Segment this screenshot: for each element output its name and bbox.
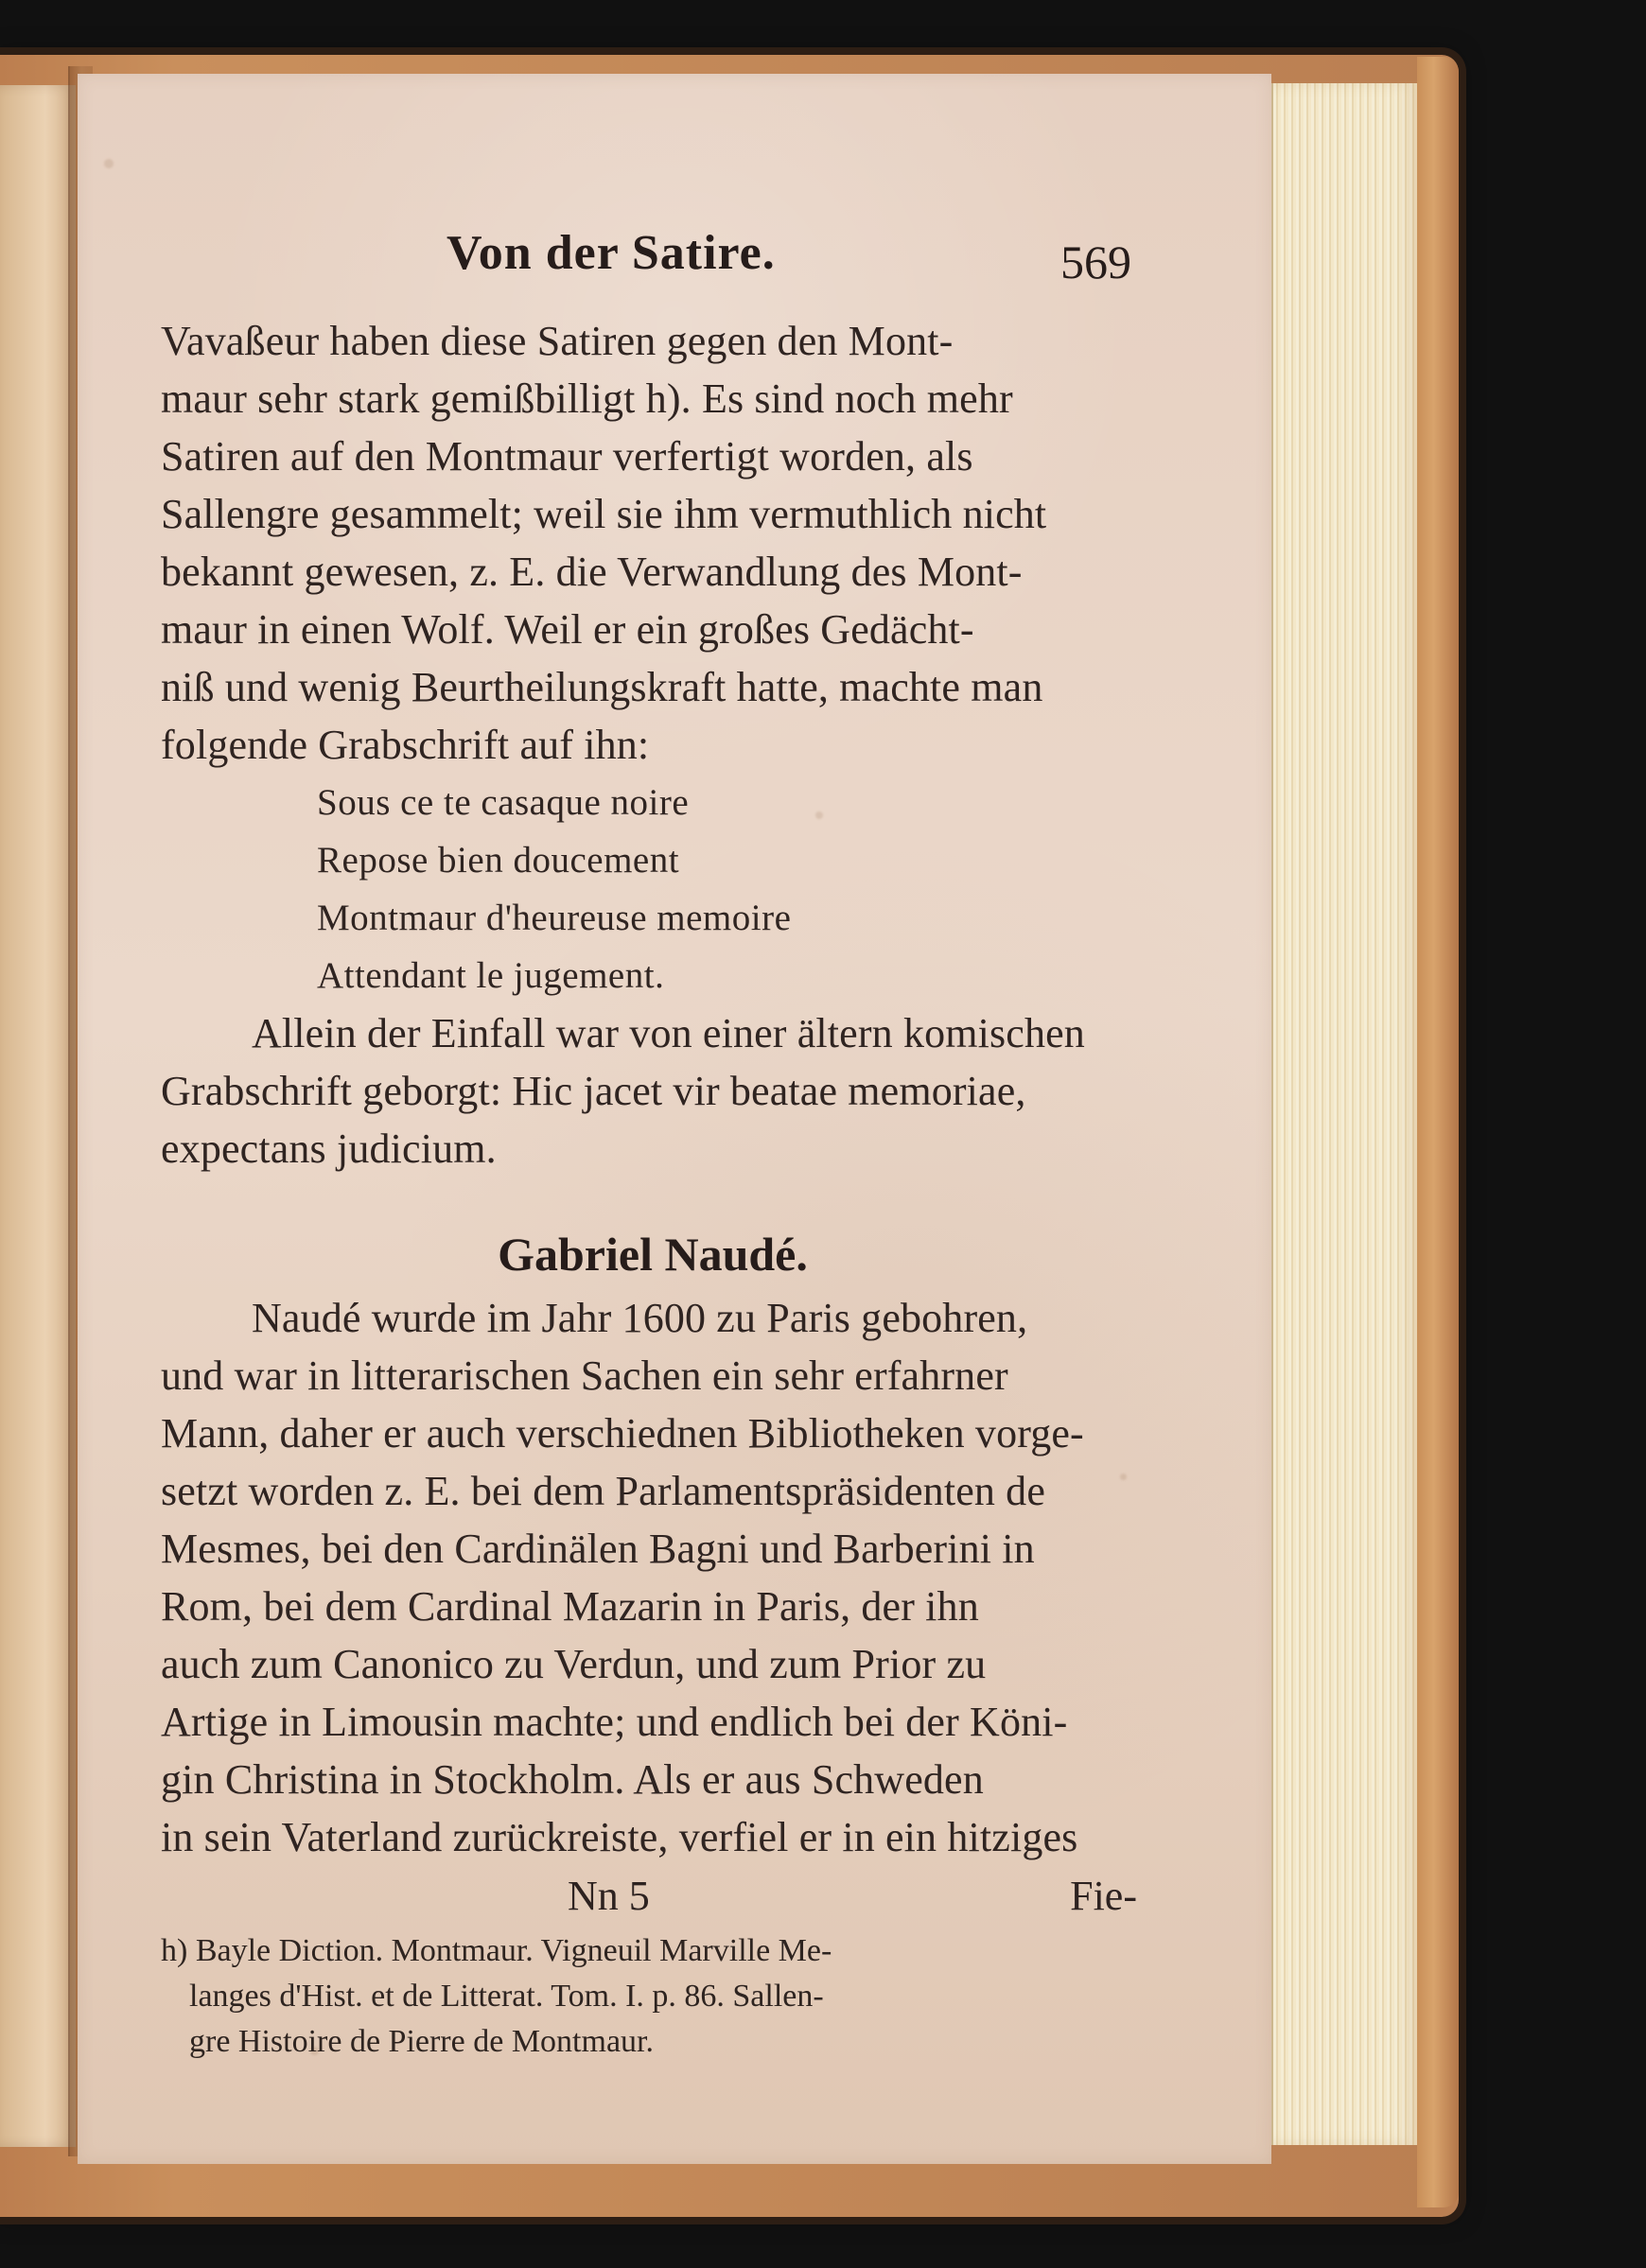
text-line: bekannt gewesen, z. E. die Verwandlung des Mont- <box>161 549 1023 595</box>
footnote-line: gre Histoire de Pierre de Montmaur. <box>189 2024 654 2059</box>
text-line: niß und wenig Beurtheilungskraft hatte, machte man <box>161 664 1043 710</box>
footnote-line: h) Bayle Diction. Montmaur. Vigneuil Marville Me- <box>161 1933 832 1968</box>
verse-line: Sous ce te casaque noire <box>317 782 690 823</box>
verse-line: Repose bien doucement <box>317 840 680 881</box>
text-line: in sein Vaterland zurückreiste, verfiel er in ein hitziges <box>161 1814 1078 1860</box>
text-line: Rom, bei dem Cardinal Mazarin in Paris, der ihn <box>161 1583 979 1630</box>
text-line: Grabschrift geborgt: Hic jacet vir beatae memoriae, <box>161 1068 1026 1114</box>
text-line: Sallengre gesammelt; weil sie ihm vermuthlich nicht <box>161 491 1047 537</box>
text-line: Mann, daher er auch verschiednen Bibliotheken vorge- <box>161 1410 1084 1457</box>
signature-row <box>161 1872 1145 1923</box>
text-line: Naudé wurde im Jahr 1600 zu Paris gebohren, <box>252 1295 1028 1341</box>
text-line: auch zum Canonico zu Verdun, und zum Prior zu <box>161 1641 987 1687</box>
verse-line: Attendant le jugement. <box>317 955 665 996</box>
right-page <box>78 74 1271 2164</box>
text-line: Satiren auf den Montmaur verfertigt worden, als <box>161 433 973 480</box>
text-line: maur in einen Wolf. Weil er ein großes Gedächt- <box>161 606 974 653</box>
footnote-line: langes d'Hist. et de Litterat. Tom. I. p. 86. Sallen- <box>189 1979 824 2014</box>
text-line: setzt worden z. E. bei dem Parlamentspräsidenten de <box>161 1468 1046 1514</box>
outer-cover-edge <box>1417 57 1459 2207</box>
catchword: Fie- <box>1070 1873 1137 1919</box>
paper-spot <box>104 159 114 168</box>
page-edge-stack <box>1271 83 1419 2145</box>
page-header <box>161 225 1145 306</box>
page-number: 569 <box>1060 236 1131 288</box>
signature-mark: Nn 5 <box>568 1873 650 1919</box>
page-content <box>161 225 1145 2065</box>
text-line: und war in litterarischen Sachen ein sehr erfahrner <box>161 1352 1008 1399</box>
text-line: Vavaßeur haben diese Satiren gegen den Mont- <box>161 318 954 364</box>
footnotes <box>161 1928 1145 2065</box>
text-line: Mesmes, bei den Cardinälen Bagni und Barberini in <box>161 1526 1035 1572</box>
text-line: gin Christina in Stockholm. Als er aus Schweden <box>161 1756 984 1803</box>
verse-line: Montmaur d'heureuse memoire <box>317 898 792 938</box>
left-page-edge <box>0 85 76 2147</box>
text-line: Allein der Einfall war von einer ältern komischen <box>252 1010 1085 1056</box>
running-head: Von der Satire. <box>447 226 776 280</box>
text-line: Artige in Limousin machte; und endlich bei der Köni- <box>161 1699 1068 1745</box>
text-line: maur sehr stark gemißbilligt h). Es sind noch mehr <box>161 375 1013 422</box>
section-title: Gabriel Naudé. <box>498 1228 808 1281</box>
main-text <box>161 312 1145 2065</box>
text-line: expectans judicium. <box>161 1125 497 1172</box>
text-line: folgende Grabschrift auf ihn: <box>161 722 650 768</box>
